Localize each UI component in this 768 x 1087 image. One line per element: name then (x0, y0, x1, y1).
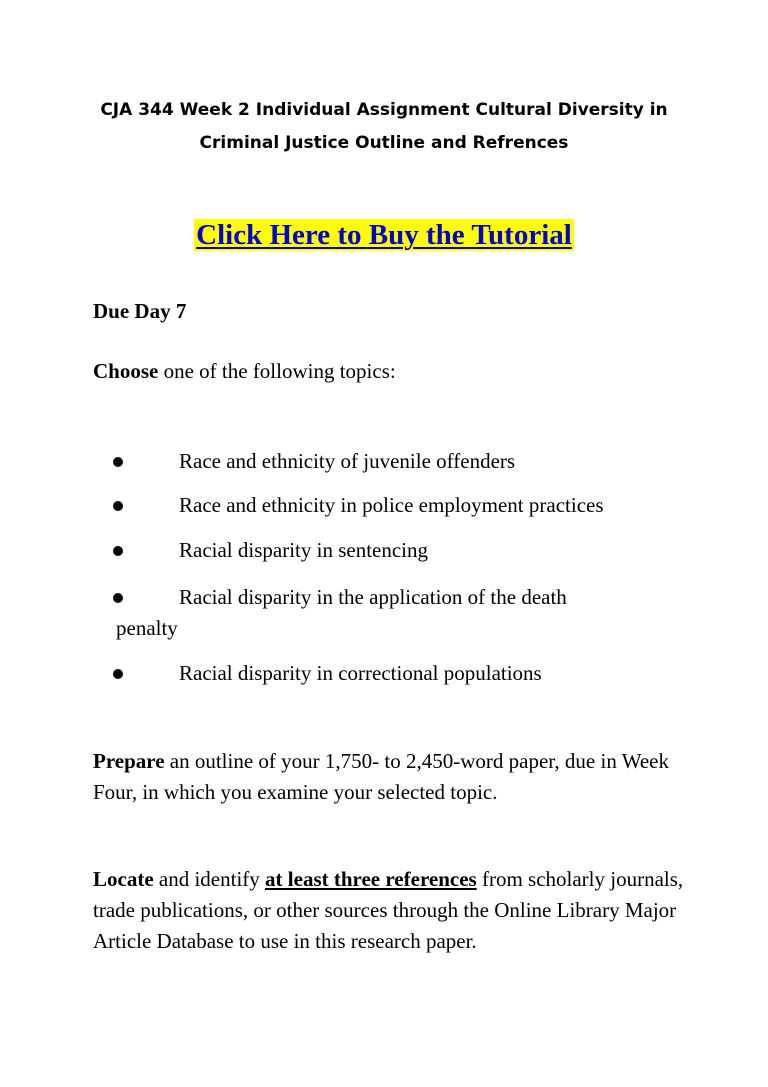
title-line-2: Criminal Justice Outline and Refrences (199, 133, 569, 153)
list-item (93, 535, 693, 566)
list-item (93, 582, 693, 644)
title-line-1: CJA 344 Week 2 Individual Assignment Cultural Diversity in (100, 100, 668, 120)
locate-text: and identify (153, 867, 266, 891)
bullet-icon (113, 593, 123, 603)
buy-tutorial-container (0, 215, 768, 255)
topic-text: Racial disparity in correctional populations (179, 661, 542, 685)
bullet-icon (113, 669, 123, 679)
topic-text: Race and ethnicity of juvenile offenders (179, 449, 516, 473)
choose-instruction (93, 356, 693, 387)
topic-text-continuation: penalty (116, 616, 178, 640)
locate-bold: Locate (93, 867, 154, 891)
references-emphasis: at least three references (265, 867, 477, 891)
bullet-icon (113, 501, 123, 511)
list-item (93, 490, 693, 521)
choose-bold: Choose (93, 359, 159, 383)
bullet-icon (113, 546, 123, 556)
topic-text: Racial disparity in the application of the death (179, 585, 567, 609)
locate-text-rest: from scholarly journals, trade publications, or other sources through the Online Library Major Article Database to use in this research paper. (93, 867, 684, 953)
buy-tutorial-link[interactable]: Click Here to Buy the Tutorial (196, 219, 572, 251)
due-date: Due Day 7 (93, 299, 187, 323)
choose-text: one of the following topics: (158, 359, 396, 383)
list-item (93, 658, 693, 689)
prepare-instruction (93, 746, 693, 808)
bullet-icon (113, 457, 123, 467)
prepare-bold: Prepare (93, 749, 165, 773)
document-title (60, 94, 708, 160)
topic-text: Race and ethnicity in police employment practices (179, 493, 604, 517)
topic-text: Racial disparity in sentencing (179, 538, 429, 562)
prepare-text: an outline of your 1,750- to 2,450-word paper, due in Week Four, in which you examine your selected topic. (93, 749, 669, 804)
list-item (93, 446, 693, 477)
locate-instruction (93, 864, 693, 957)
